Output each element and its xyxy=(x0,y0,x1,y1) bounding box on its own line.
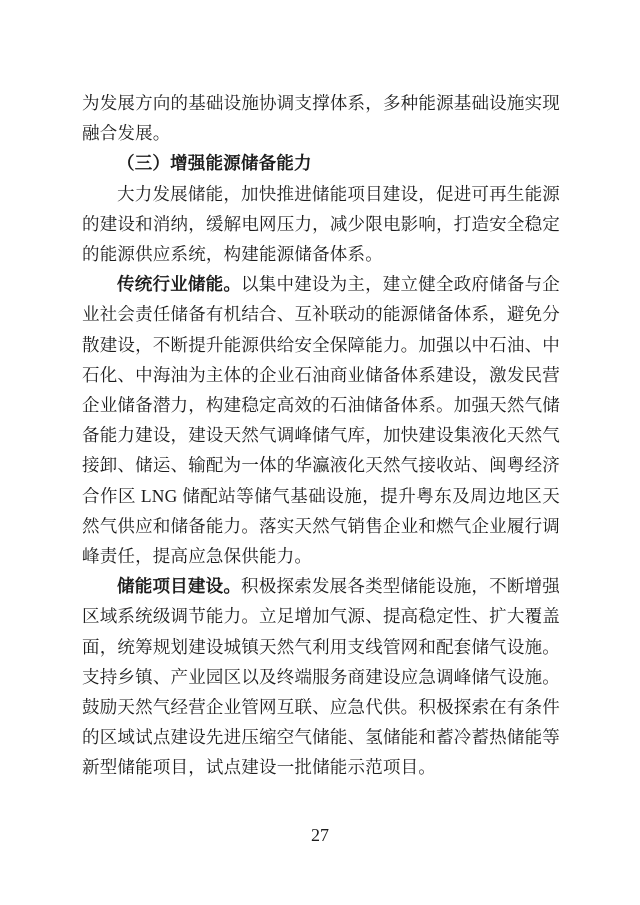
paragraph-storage-projects xyxy=(82,571,560,782)
paragraph-text: 积极探索发展各类型储能设施，不断增强区域系统级调节能力。立足增加气源、提高稳定性、扩大覆盖面，统筹规划建设城镇天然气利用支线管网和配套储气设施。支持乡镇、产业园区以及终端服务商建设应急调峰储气设施。鼓励天然气经营企业管网互联、应急代供。积极探索在有条件的区域试点建设先进压缩空气储能、氢储能和蓄冷蓄热储能等新型储能项目，试点建设一批储能示范项目。 xyxy=(82,576,560,778)
page-number: 27 xyxy=(311,825,329,845)
paragraph-storage-intro xyxy=(82,179,560,270)
paragraph-lead: 传统行业储能。 xyxy=(117,274,242,295)
paragraph-text: 大力发展储能，加快推进储能项目建设，促进可再生能源的建设和消纳，缓解电网压力，减少限电影响，打造安全稳定的能源供应系统，构建能源储备体系。 xyxy=(82,183,560,265)
paragraph-continuation xyxy=(82,88,560,148)
paragraph-lead: 储能项目建设。 xyxy=(117,576,242,597)
paragraph-traditional-storage xyxy=(82,269,560,571)
paragraph-text: 以集中建设为主，建立健全政府储备与企业社会责任储备有机结合、互补联动的能源储备体系，避免分散建设，不断提升能源供给安全保障能力。加强以中石油、中石化、中海油为主体的企业石油商业储备体系建设，激发民营企业储备潜力，构建稳定高效的石油储备体系。加强天然气储备能力建设，建设天然气调峰储气库，加快建设集液化天然气接卸、储运、输配为一体的华瀛液化天然气接收站、闽粤经济合作区 LNG 储配站等储气基础设施，提升粤东及周边地区天然气供应和储备能力。落实天然气销售企业和燃气企业履行调峰责任，提高应急保供能力。 xyxy=(82,274,560,567)
section-heading: （三）增强能源储备能力 xyxy=(117,153,312,174)
paragraph-text: 为发展方向的基础设施协调支撑体系，多种能源基础设施实现融合发展。 xyxy=(82,93,560,144)
document-text-column xyxy=(82,88,560,783)
